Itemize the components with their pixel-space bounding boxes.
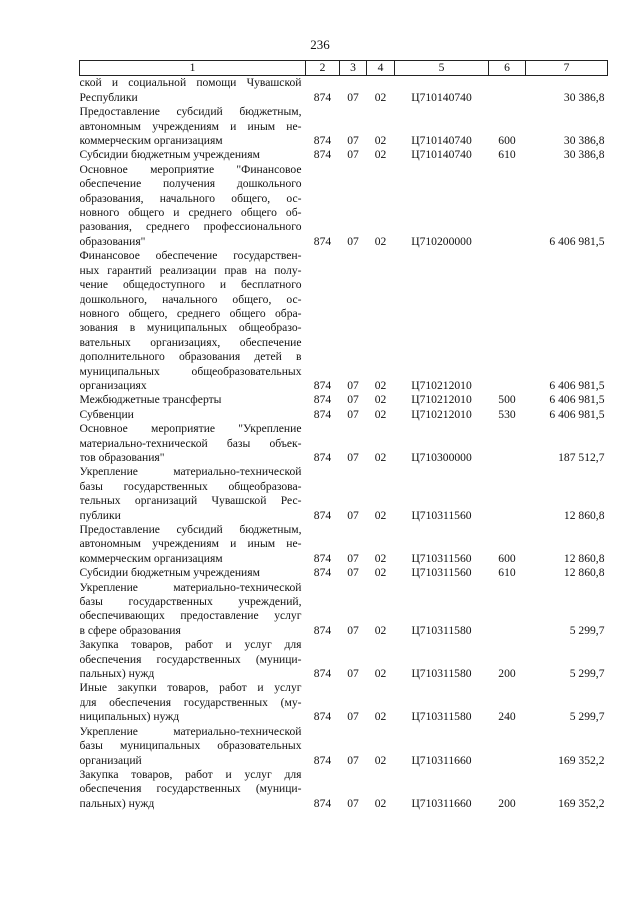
column-header: 4 bbox=[367, 61, 395, 76]
amount: 187 512,7 bbox=[558, 450, 605, 464]
ministry-code: 874 bbox=[313, 796, 332, 810]
subsection-code: 02 bbox=[374, 566, 387, 580]
subsection-code: 02 bbox=[374, 234, 387, 248]
page-number: 236 bbox=[310, 37, 330, 52]
description-line: Закупка товаров, работ и услуг для bbox=[79, 767, 302, 781]
row-description bbox=[80, 105, 306, 148]
description-line: организациях bbox=[79, 378, 147, 392]
description-line: коммерческим организациям bbox=[79, 134, 223, 148]
description-line: Основное мероприятие "Укрепление bbox=[79, 422, 302, 436]
table-row bbox=[80, 725, 608, 768]
section-code: 07 bbox=[347, 148, 359, 162]
subsection-code: 02 bbox=[374, 753, 387, 767]
row-description bbox=[80, 768, 306, 811]
subsection-code: 02 bbox=[374, 450, 387, 464]
description-line: Основное мероприятие "Финансовое bbox=[79, 162, 302, 176]
row-description bbox=[80, 422, 306, 465]
row-description bbox=[80, 163, 306, 249]
budget-table bbox=[79, 60, 608, 811]
expense-type-code: 610 bbox=[498, 566, 516, 580]
expense-type-code: 240 bbox=[498, 710, 516, 724]
description-line: вательных организациях, обеспечение bbox=[79, 335, 302, 349]
target-article-code: Ц710300000 bbox=[411, 450, 472, 464]
target-article-code: Ц710212010 bbox=[411, 393, 472, 407]
row-description bbox=[80, 725, 306, 768]
subsection-code: 02 bbox=[374, 623, 387, 637]
description-line: образования, начального общего, ос- bbox=[79, 191, 302, 205]
description-line: базы государственных общеобразова- bbox=[79, 479, 302, 493]
ministry-code: 874 bbox=[313, 667, 332, 681]
section-code: 07 bbox=[347, 623, 359, 637]
target-article-code: Ц710311660 bbox=[411, 796, 472, 810]
ministry-code: 874 bbox=[313, 90, 332, 104]
column-header: 5 bbox=[395, 61, 489, 76]
description-line: пальных) нужд bbox=[79, 667, 155, 681]
amount: 30 386,8 bbox=[563, 148, 605, 162]
column-header: 3 bbox=[340, 61, 367, 76]
amount: 6 406 981,5 bbox=[549, 378, 605, 392]
ministry-code: 874 bbox=[313, 134, 332, 148]
amount: 6 406 981,5 bbox=[549, 407, 605, 421]
expense-type-code: 500 bbox=[498, 393, 516, 407]
table-row bbox=[80, 638, 608, 681]
description-line: автономным учреждениям и иным не- bbox=[79, 119, 302, 133]
row-description bbox=[80, 638, 306, 681]
expense-type-code bbox=[489, 422, 526, 465]
target-article-code: Ц710311560 bbox=[411, 551, 472, 565]
amount: 5 299,7 bbox=[569, 710, 605, 724]
description-line: Предоставление субсидий бюджетным, bbox=[79, 523, 302, 536]
amount: 169 352,2 bbox=[558, 796, 605, 810]
column-header: 6 bbox=[489, 61, 526, 76]
description-line: Субсидии бюджетным учреждениям bbox=[79, 566, 260, 580]
expense-type-code: 600 bbox=[498, 551, 516, 565]
expense-type-code bbox=[489, 163, 526, 249]
target-article-code: Ц710200000 bbox=[411, 234, 472, 248]
table-row bbox=[80, 408, 608, 422]
table-row bbox=[80, 105, 608, 148]
target-article-code: Ц710311580 bbox=[411, 710, 472, 724]
subsection-code: 02 bbox=[374, 393, 387, 407]
description-line: Субсидии бюджетным учреждениям bbox=[79, 148, 260, 162]
section-code: 07 bbox=[347, 667, 359, 681]
table-row bbox=[80, 249, 608, 393]
description-line: новного общего и среднего общего об- bbox=[79, 206, 302, 220]
description-line: зования в муниципальных общеобразо- bbox=[79, 321, 302, 335]
ministry-code: 874 bbox=[313, 393, 332, 407]
section-code: 07 bbox=[347, 134, 359, 148]
description-line: дошкольного, начального общего, ос- bbox=[79, 292, 302, 306]
section-code: 07 bbox=[347, 551, 359, 565]
ministry-code: 874 bbox=[313, 234, 332, 248]
row-description bbox=[80, 76, 306, 105]
table-row bbox=[80, 768, 608, 811]
description-line: в сфере образования bbox=[79, 623, 181, 637]
description-line: обеспечения государственных (муници- bbox=[79, 782, 302, 796]
description-line: Иные закупки товаров, работ и услуг bbox=[79, 681, 302, 695]
amount: 30 386,8 bbox=[563, 134, 605, 148]
subsection-code: 02 bbox=[374, 551, 387, 565]
section-code: 07 bbox=[347, 450, 359, 464]
table-row bbox=[80, 148, 608, 162]
section-code: 07 bbox=[347, 378, 359, 392]
table-header-row bbox=[80, 61, 608, 76]
ministry-code: 874 bbox=[313, 508, 332, 522]
table-body bbox=[80, 76, 608, 811]
description-line: для обеспечения государственных (му- bbox=[79, 695, 302, 709]
section-code: 07 bbox=[347, 393, 359, 407]
subsection-code: 02 bbox=[374, 407, 387, 421]
ministry-code: 874 bbox=[313, 148, 332, 162]
table-row bbox=[80, 393, 608, 407]
subsection-code: 02 bbox=[374, 667, 387, 681]
ministry-code: 874 bbox=[313, 566, 332, 580]
expense-type-code bbox=[489, 581, 526, 639]
description-line: дополнительного образования детей в bbox=[79, 350, 302, 364]
description-line: Финансовое обеспечение государствен- bbox=[79, 249, 302, 263]
expense-type-code: 200 bbox=[498, 796, 516, 810]
target-article-code: Ц710311560 bbox=[411, 508, 472, 522]
description-line: Межбюджетные трансферты bbox=[79, 393, 222, 407]
ministry-code: 874 bbox=[313, 623, 332, 637]
section-code: 07 bbox=[347, 508, 359, 522]
ministry-code: 874 bbox=[313, 450, 332, 464]
row-description bbox=[80, 393, 306, 407]
expense-type-code bbox=[489, 725, 526, 768]
amount: 6 406 981,5 bbox=[549, 393, 605, 407]
ministry-code: 874 bbox=[313, 407, 332, 421]
description-line: ской и социальной помощи Чувашской bbox=[79, 76, 302, 90]
row-description bbox=[80, 523, 306, 566]
description-line: обеспечивающих предоставление услуг bbox=[79, 609, 302, 623]
ministry-code: 874 bbox=[313, 753, 332, 767]
table-row bbox=[80, 422, 608, 465]
ministry-code: 874 bbox=[313, 710, 332, 724]
subsection-code: 02 bbox=[374, 378, 387, 392]
amount: 12 860,8 bbox=[563, 566, 605, 580]
description-line: публики bbox=[79, 508, 121, 522]
target-article-code: Ц710140740 bbox=[411, 134, 472, 148]
description-line: разования, среднего профессионального bbox=[79, 220, 302, 234]
description-line: тельных организаций Чувашской Рес- bbox=[79, 494, 302, 508]
description-line: образования" bbox=[79, 234, 146, 248]
table-row bbox=[80, 681, 608, 724]
description-line: Субвенции bbox=[79, 407, 134, 421]
description-line: чение общедоступного и бесплатного bbox=[79, 278, 302, 292]
table-row bbox=[80, 566, 608, 580]
expense-type-code: 610 bbox=[498, 148, 516, 162]
description-line: обеспечения государственных (муници- bbox=[79, 652, 302, 666]
subsection-code: 02 bbox=[374, 508, 387, 522]
expense-type-code bbox=[489, 465, 526, 523]
amount: 6 406 981,5 bbox=[549, 234, 605, 248]
description-line: Закупка товаров, работ и услуг для bbox=[79, 638, 302, 652]
column-header: 1 bbox=[80, 61, 306, 76]
target-article-code: Ц710311560 bbox=[411, 566, 472, 580]
target-article-code: Ц710311580 bbox=[411, 623, 472, 637]
table-row bbox=[80, 581, 608, 639]
description-line: ниципальных) нужд bbox=[79, 710, 180, 724]
section-code: 07 bbox=[347, 710, 359, 724]
description-line: Укрепление материально-технической bbox=[79, 465, 302, 479]
table-row bbox=[80, 523, 608, 566]
section-code: 07 bbox=[347, 753, 359, 767]
column-header: 7 bbox=[526, 61, 608, 76]
row-description bbox=[80, 148, 306, 162]
row-description bbox=[80, 581, 306, 639]
row-description bbox=[80, 681, 306, 724]
description-line: материально-технической базы объек- bbox=[79, 436, 302, 450]
description-line: базы государственных учреждений, bbox=[79, 595, 302, 609]
expense-type-code: 600 bbox=[498, 134, 516, 148]
expense-type-code: 530 bbox=[498, 407, 516, 421]
description-line: автономным учреждениям и иным не- bbox=[79, 537, 302, 551]
description-line: новного общего, среднего общего обра- bbox=[79, 306, 302, 320]
description-line: Предоставление субсидий бюджетным, bbox=[79, 105, 302, 119]
subsection-code: 02 bbox=[374, 90, 387, 104]
description-line: Республики bbox=[79, 90, 138, 104]
amount: 5 299,7 bbox=[569, 623, 605, 637]
table-row bbox=[80, 163, 608, 249]
section-code: 07 bbox=[347, 90, 359, 104]
amount: 12 860,8 bbox=[563, 508, 605, 522]
amount: 169 352,2 bbox=[558, 753, 605, 767]
description-line: Укрепление материально-технической bbox=[79, 580, 302, 594]
section-code: 07 bbox=[347, 796, 359, 810]
subsection-code: 02 bbox=[374, 796, 387, 810]
row-description bbox=[80, 249, 306, 393]
subsection-code: 02 bbox=[374, 148, 387, 162]
description-line: Укрепление материально-технической bbox=[79, 724, 302, 738]
description-line: обеспечение получения дошкольного bbox=[79, 177, 302, 191]
amount: 5 299,7 bbox=[569, 667, 605, 681]
subsection-code: 02 bbox=[374, 710, 387, 724]
description-line: коммерческим организациям bbox=[79, 551, 223, 565]
expense-type-code bbox=[489, 76, 526, 105]
amount: 30 386,8 bbox=[563, 90, 605, 104]
target-article-code: Ц710212010 bbox=[411, 407, 472, 421]
expense-type-code bbox=[489, 249, 526, 393]
section-code: 07 bbox=[347, 566, 359, 580]
target-article-code: Ц710140740 bbox=[411, 148, 472, 162]
amount: 12 860,8 bbox=[563, 551, 605, 565]
target-article-code: Ц710212010 bbox=[411, 378, 472, 392]
section-code: 07 bbox=[347, 407, 359, 421]
row-description bbox=[80, 465, 306, 523]
target-article-code: Ц710311660 bbox=[411, 753, 472, 767]
subsection-code: 02 bbox=[374, 134, 387, 148]
expense-type-code: 200 bbox=[498, 667, 516, 681]
description-line: тов образования" bbox=[79, 450, 165, 464]
description-line: муниципальных общеобразовательных bbox=[79, 364, 302, 378]
row-description bbox=[80, 566, 306, 580]
table-row bbox=[80, 465, 608, 523]
row-description bbox=[80, 408, 306, 422]
table-row bbox=[80, 76, 608, 105]
description-line: организаций bbox=[79, 753, 142, 767]
description-line: базы муниципальных образовательных bbox=[79, 739, 302, 753]
description-line: ных гарантий реализации прав на полу- bbox=[79, 263, 302, 277]
ministry-code: 874 bbox=[313, 378, 332, 392]
column-header: 2 bbox=[306, 61, 340, 76]
ministry-code: 874 bbox=[313, 551, 332, 565]
description-line: пальных) нужд bbox=[79, 796, 155, 810]
target-article-code: Ц710311580 bbox=[411, 667, 472, 681]
target-article-code: Ц710140740 bbox=[411, 90, 472, 104]
section-code: 07 bbox=[347, 234, 359, 248]
